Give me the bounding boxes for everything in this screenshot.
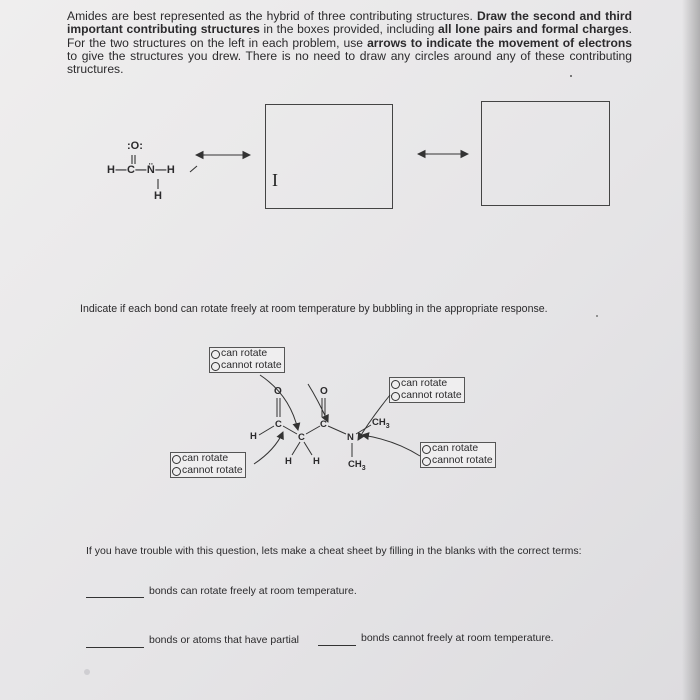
option-label: cannot rotate — [401, 390, 462, 401]
cheat-sheet-intro: If you have trouble with this question, lets make a cheat sheet by filling in the blanks with the correct terms: — [86, 545, 582, 557]
atom-hydrogen-2: H — [285, 456, 292, 467]
option-label: cannot rotate — [221, 360, 282, 371]
paper-speck — [84, 669, 90, 675]
atom-carbon-1: C — [275, 419, 282, 430]
methyl-label: CH — [372, 417, 386, 428]
instructions-text: to give the structures you drew. There is no need to draw any circles around any of these contributing structures. — [67, 48, 632, 77]
structure1-bottom-h: H — [154, 190, 162, 202]
paper-speck — [596, 315, 598, 317]
cheat-line-2a: bonds or atoms that have partial — [149, 634, 300, 646]
structure1-oxygen: :O: — [127, 140, 143, 152]
instructions-bold-lone-pairs: all lone pairs and formal charges — [438, 22, 629, 37]
methyl-subscript: 3 — [361, 464, 366, 472]
atom-hydrogen-1: H — [250, 431, 257, 442]
cheat-line-2b: bonds cannot freely at room temperature. — [361, 632, 554, 644]
methyl-label: CH — [348, 459, 362, 470]
option-label: can rotate — [432, 443, 479, 454]
atom-carbon-2: C — [298, 432, 305, 443]
instructions-bold-arrows: arrows to indicate the movement of electrons — [367, 35, 633, 50]
cheat-line-1: bonds can rotate freely at room temperature. — [149, 585, 357, 597]
text-cursor-icon: I — [272, 170, 278, 190]
instructions-text: in the boxes provided, including — [259, 22, 439, 37]
instructions-text: . For the two structures on the left in each problem, use — [67, 22, 632, 50]
instructions-text: Amides are best represented as the hybrid of three contributing structures. — [67, 9, 477, 23]
atom-oxygen-2: O — [320, 386, 328, 397]
stray-mark — [190, 166, 197, 172]
option-label: can rotate — [401, 378, 448, 389]
methyl-subscript: 3 — [385, 422, 390, 430]
atom-nitrogen: N — [347, 432, 354, 443]
bond-pointer-arrows — [254, 375, 420, 464]
atom-oxygen-1: O — [274, 386, 282, 397]
option-label: can rotate — [182, 453, 229, 464]
atom-carbon-3: C — [320, 419, 327, 430]
option-label: cannot rotate — [432, 455, 493, 466]
structure1-main-row: H—C—N̈—H — [107, 164, 176, 176]
atom-hydrogen-3: H — [313, 456, 320, 467]
rotation-prompt: Indicate if each bond can rotate freely at room temperature by bubbling in the appropriate response. — [80, 303, 548, 315]
molecule-bonds — [259, 398, 371, 457]
paper-speck — [570, 75, 572, 77]
page-edge-shadow — [682, 0, 700, 700]
option-label: can rotate — [221, 348, 268, 359]
formamide-double-bond — [132, 155, 158, 189]
instructions-bold-draw: Draw the second and third important contributing structures — [67, 9, 632, 37]
option-label: cannot rotate — [182, 465, 243, 476]
